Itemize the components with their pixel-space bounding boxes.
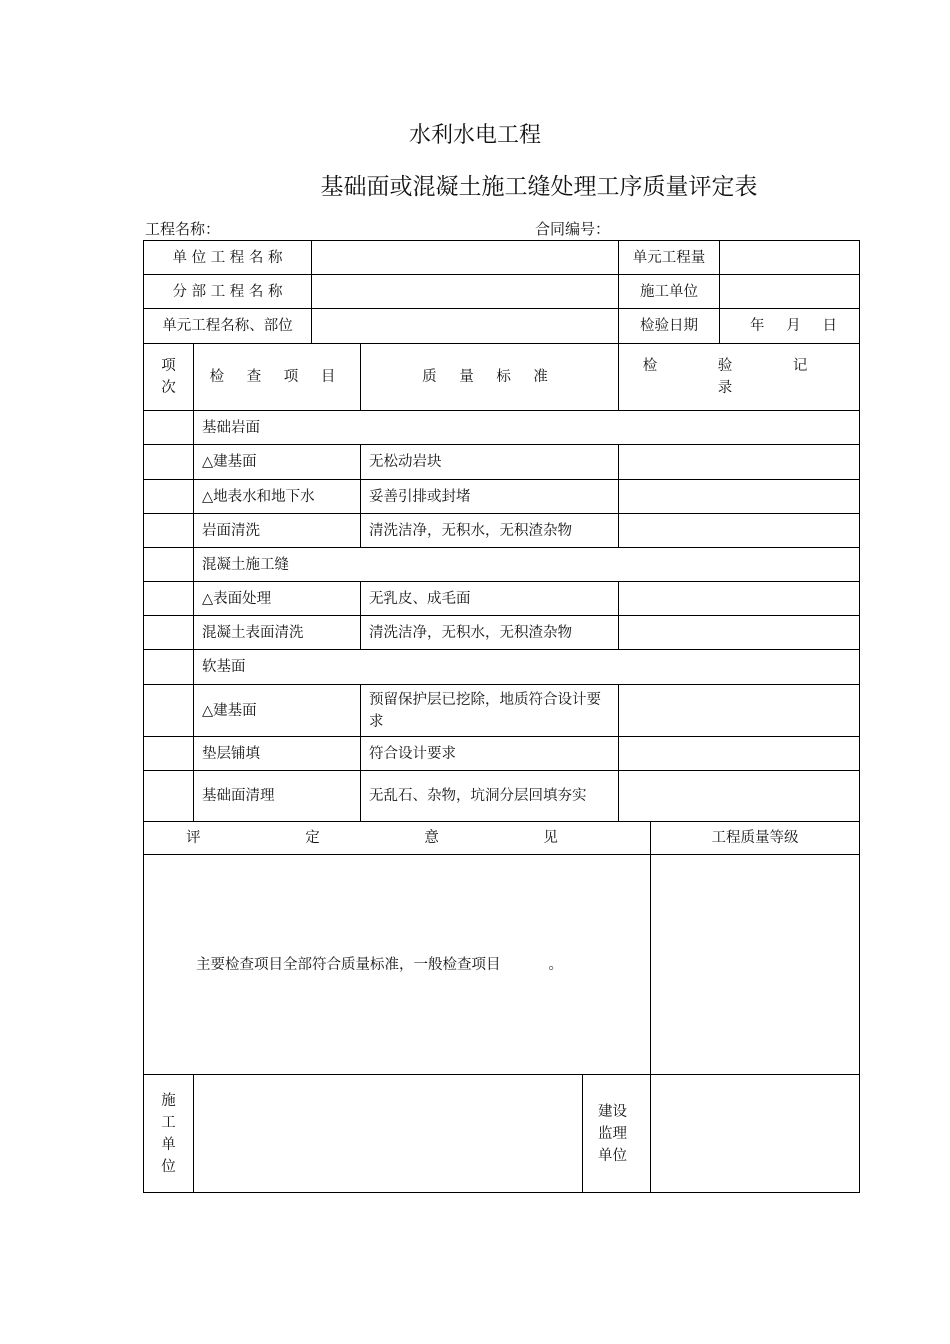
check-item: 岩面清洗 — [194, 514, 361, 548]
date-year: 年 — [750, 318, 765, 334]
quality-standard: 无乳皮、成毛面 — [361, 582, 619, 616]
document-title: 水利水电工程 — [408, 123, 541, 148]
section-title: 基础岩面 — [194, 411, 860, 445]
check-item: △表面处理 — [194, 582, 361, 616]
opinion-header: 评 定 意 见 — [144, 822, 651, 855]
item-no-cell — [144, 480, 194, 514]
inspection-date-label: 检验日期 — [619, 309, 720, 344]
construction-unit-label: 施工单位 — [619, 275, 720, 309]
evaluation-body-row — [144, 855, 860, 1075]
element-name-location-field[interactable] — [312, 309, 619, 344]
inspection-record-field[interactable] — [619, 771, 860, 822]
quality-standard: 符合设计要求 — [361, 737, 619, 771]
inspection-record-field[interactable] — [619, 737, 860, 771]
table-row — [144, 771, 860, 822]
table-row — [144, 514, 860, 548]
check-item: 垫层铺填 — [194, 737, 361, 771]
item-no-cell — [144, 445, 194, 480]
inspection-record-header: 检 验 记 录 — [619, 344, 860, 411]
construction-unit-field[interactable] — [720, 275, 860, 309]
info-row-sub-project — [144, 275, 860, 309]
info-row-unit-project — [144, 241, 860, 275]
item-no-header: 项 次 — [144, 344, 194, 411]
sub-project-name-label: 分 部 工 程 名 称 — [144, 275, 312, 309]
check-item: △建基面 — [194, 445, 361, 480]
contract-no-label: 合同编号： — [535, 220, 611, 238]
section-row — [144, 411, 860, 445]
date-day: 日 — [822, 318, 838, 334]
item-no-cell — [144, 616, 194, 650]
section-row — [144, 548, 860, 582]
quality-standard-header: 质 量 标 准 — [361, 344, 619, 411]
unit-project-name-label: 单 位 工 程 名 称 — [144, 241, 312, 275]
table-row — [144, 616, 860, 650]
element-name-location-label: 单元工程名称、部位 — [144, 309, 312, 344]
supervision-unit-sign-label: 建设 监理 单位 — [583, 1075, 651, 1193]
project-name-label: 工程名称： — [145, 220, 221, 238]
item-no-cell — [144, 514, 194, 548]
inspection-record-field[interactable] — [619, 685, 860, 737]
inspection-record-field[interactable] — [619, 514, 860, 548]
evaluation-header-row — [144, 822, 860, 855]
construction-unit-signature-field[interactable] — [194, 1075, 583, 1193]
date-month: 月 — [786, 318, 801, 334]
quality-standard: 清洗洁净，无积水，无积渣杂物 — [361, 616, 619, 650]
form-title: 基础面或混凝土施工缝处理工序质量评定表 — [320, 174, 758, 200]
item-no-cell — [144, 771, 194, 822]
check-item-header: 检 查 项 目 — [194, 344, 361, 411]
check-item: △建基面 — [194, 685, 361, 737]
item-no-cell — [144, 737, 194, 771]
check-item: △地表水和地下水 — [194, 480, 361, 514]
table-row — [144, 685, 860, 737]
grade-field[interactable] — [651, 855, 860, 1075]
check-item: 基础面清理 — [194, 771, 361, 822]
inspection-record-field[interactable] — [619, 445, 860, 480]
quality-standard: 无乱石、杂物，坑洞分层回填夯实 — [361, 771, 619, 822]
inspection-record-field[interactable] — [619, 616, 860, 650]
sub-project-name-field[interactable] — [312, 275, 619, 309]
section-row — [144, 650, 860, 685]
supervision-unit-signature-field[interactable] — [651, 1075, 860, 1193]
section-title: 混凝土施工缝 — [194, 548, 860, 582]
opinion-text[interactable]: 主要检查项目全部符合质量标准，一般检查项目 。 — [144, 855, 651, 1075]
element-quantity-label: 单元工程量 — [619, 241, 720, 275]
grade-header: 工程质量等级 — [651, 822, 860, 855]
signature-row — [144, 1075, 860, 1193]
quality-standard: 无松动岩块 — [361, 445, 619, 480]
inspection-record-field[interactable] — [619, 480, 860, 514]
item-no-cell — [144, 548, 194, 582]
info-row-element — [144, 309, 860, 344]
column-header-row — [144, 344, 860, 411]
quality-standard: 清洗洁净，无积水，无积渣杂物 — [361, 514, 619, 548]
quality-standard: 预留保护层已挖除，地质符合设计要求 — [361, 685, 619, 737]
quality-evaluation-table — [143, 240, 860, 1193]
table-row — [144, 480, 860, 514]
item-no-cell — [144, 411, 194, 445]
quality-standard: 妥善引排或封堵 — [361, 480, 619, 514]
check-item: 混凝土表面清洗 — [194, 616, 361, 650]
table-row — [144, 737, 860, 771]
unit-project-name-field[interactable] — [312, 241, 619, 275]
inspection-date-field[interactable] — [720, 309, 860, 344]
element-quantity-field[interactable] — [720, 241, 860, 275]
item-no-cell — [144, 685, 194, 737]
table-row — [144, 445, 860, 480]
item-no-cell — [144, 650, 194, 685]
item-no-cell — [144, 582, 194, 616]
section-title: 软基面 — [194, 650, 860, 685]
inspection-record-field[interactable] — [619, 582, 860, 616]
table-row — [144, 582, 860, 616]
construction-unit-sign-label: 施 工 单 位 — [144, 1075, 194, 1193]
